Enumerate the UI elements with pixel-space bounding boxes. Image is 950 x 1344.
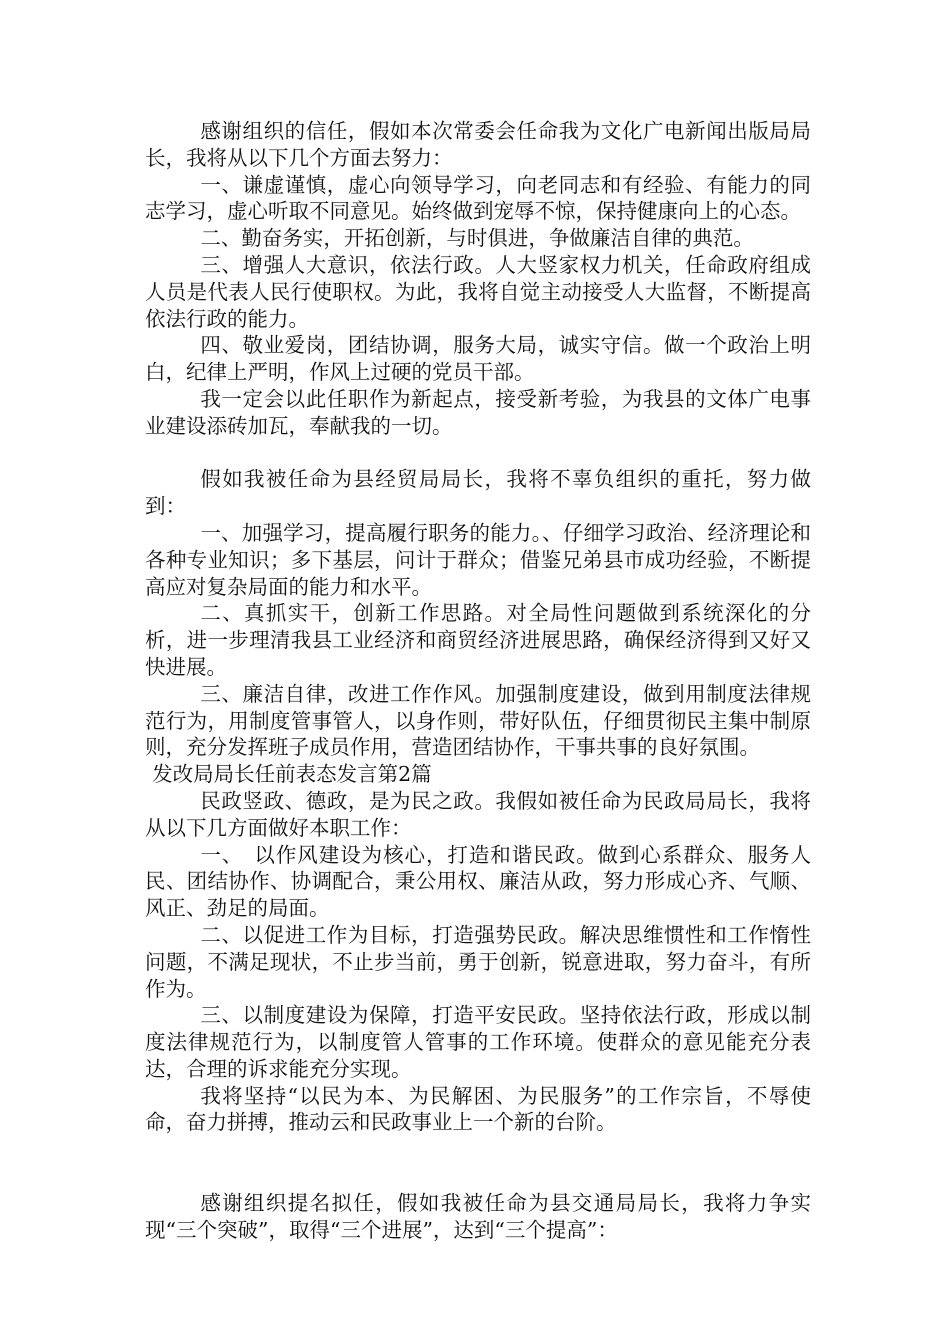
paragraph: 一、加强学习，提高履行职务的能力。、仔细学习政治、经济理论和各种专业知识；多下基层，问计于群众；借鉴兄弟县市成功经验，不断提高应对复杂局面的能力和水平。 (145, 520, 811, 599)
paragraph: 三、以制度建设为保障，打造平安民政。坚持依法行政，形成以制度法律规范行为，以制度管人管事的工作环境。使群众的意见能充分表达，合理的诉求能充分实现。 (145, 1003, 811, 1081)
paragraph: 二、勤奋务实，开拓创新，与时俱进，争做廉洁自律的典范。 (200, 226, 754, 251)
paragraph: 三、廉洁自律，改进工作作风。加强制度建设，做到用制度法律规范行为，用制度管事管人，以身作则，带好队伍，仔细贯彻民主集中制原则，充分发挥班子成员作用，营造团结协作，干事共事的良好氛围。 (145, 681, 811, 760)
paragraph: 三、增强人大意识，依法行政。人大竖家权力机关，任命政府组成人员是代表人民行使职权。为此，我将自觉主动接受人大监督，不断提高依法行政的能力。 (145, 252, 811, 331)
document-body (145, 118, 811, 1243)
paragraph: 民政竖政、德政，是为民之政。我假如被任命为民政局局长，我将从以下几方面做好本职工作： (145, 788, 811, 840)
paragraph: 二、以促进工作为目标，打造强势民政。解决思维惯性和工作惰性问题，不满足现状，不止步当前，勇于创新，锐意进取，努力奋斗，有所作为。 (145, 922, 811, 1001)
paragraph: 一、 以作风建设为核心，打造和谐民政。做到心系群众、服务人民、团结协作、协调配合，秉公用权、廉洁从政，努力形成心齐、气顺、风正、劲足的局面。 (145, 842, 811, 921)
blank-line (145, 1136, 811, 1190)
paragraph: 四、敬业爱岗，团结协调，服务大局，诚实守信。做一个政治上明白，纪律上严明，作风上过硬的党员干部。 (145, 333, 811, 385)
paragraph: 感谢组织的信任，假如本次常委会任命我为文化广电新闻出版局局长，我将从以下几个方面去努力： (145, 119, 811, 170)
paragraph: 我将坚持“以民为本、为民解困、为民服务”的工作宗旨，不辱使命，奋力拼搏，推动云和民政事业上一个新的台阶。 (145, 1083, 811, 1135)
paragraph: 我一定会以此任职作为新起点，接受新考验，为我县的文体广电事业建设添砖加瓦，奉献我的一切。 (145, 386, 811, 438)
paragraph: 一、谦虚谨慎，虚心向领导学习，向老同志和有经验、有能力的同志学习，虚心听取不同意见。始终做到宠辱不惊，保持健康向上的心态。 (145, 172, 811, 224)
paragraph: 二、真抓实干，创新工作思路。对全局性问题做到系统深化的分析，进一步理清我县工业经济和商贸经济进展思路，确保经济得到又好又快进展。 (145, 601, 811, 679)
blank-line (145, 440, 811, 467)
section-heading: 发改局局长任前表态发言第2篇 (152, 762, 432, 787)
paragraph: 感谢组织提名拟任，假如我被任命为县交通局局长，我将力争实现“三个突破”，取得“三个进展”，达到“三个提高”： (145, 1190, 811, 1242)
paragraph: 假如我被任命为县经贸局局长，我将不辜负组织的重托，努力做到： (145, 467, 811, 519)
